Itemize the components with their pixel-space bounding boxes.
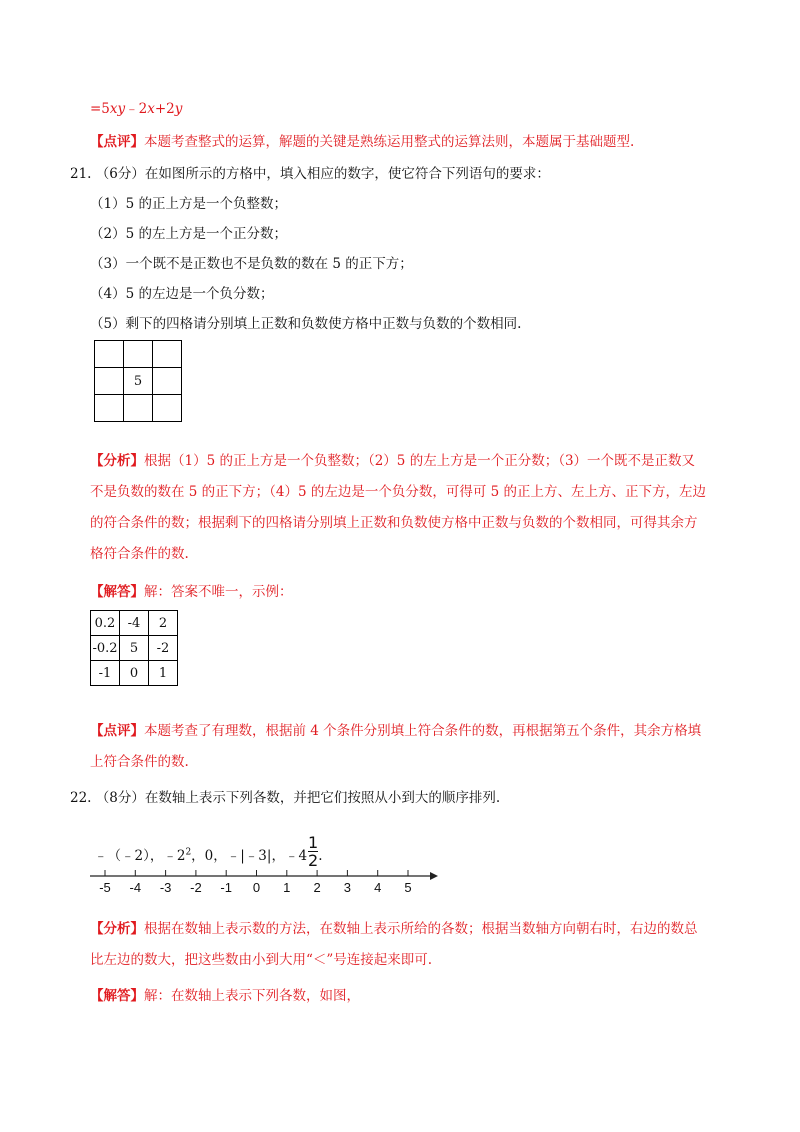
grid-cell — [124, 395, 153, 422]
q22-question-text: 在数轴上表示下列各数，并把它们按照从小到大的顺序排列. — [144, 790, 501, 806]
eq-y: y — [174, 101, 183, 117]
q21-question-text: 在如图所示的方格中，填入相应的数字，使它符合下列语句的要求： — [144, 166, 550, 182]
q22-analysis-line-1 — [90, 914, 740, 945]
q21-question — [70, 162, 550, 182]
axis-tick-label: -3 — [159, 880, 172, 895]
q21-empty-grid — [94, 340, 182, 422]
expr-exponent: 2 — [185, 847, 192, 858]
q21-condition-1: （1）5 的正上方是一个负整数； — [90, 196, 287, 212]
grid-cell — [124, 341, 153, 368]
prev-equation — [90, 97, 182, 117]
prev-comment-text: 本题考查整式的运算，解题的关键是熟练运用整式的运算法则，本题属于基础题型. — [144, 134, 635, 150]
axis-tick-label: 1 — [283, 880, 291, 895]
grid-cell — [95, 341, 124, 368]
prev-comment — [90, 130, 634, 150]
expr-b: ，0，﹣|﹣3|，﹣4 — [191, 848, 308, 864]
q21-answer-text: 解：答案不唯一，示例： — [144, 584, 293, 600]
answer-cell: -4 — [120, 611, 149, 636]
q21-comment-line-2: 上符合条件的数. — [90, 754, 189, 770]
q21-analysis — [90, 446, 740, 570]
q21-analysis-line-4: 格符合条件的数. — [90, 546, 189, 562]
number-line — [85, 862, 445, 896]
fraction-numerator: 1 — [308, 833, 319, 852]
prev-comment-tag: 【点评】 — [90, 134, 144, 150]
axis-tick-label: -4 — [129, 880, 142, 895]
q21-analysis-text-1: 根据（1）5 的正上方是一个负整数；（2）5 的左上方是一个正分数；（3）一个既不是正数又 — [144, 453, 696, 469]
axis-tick-label: 4 — [374, 880, 382, 895]
grid-cell — [95, 395, 124, 422]
q21-condition-5: （5）剩下的四格请分别填上正数和负数使方格中正数与负数的个数相同. — [90, 316, 522, 332]
answer-cell: -1 — [91, 661, 120, 686]
eq-x: x — [147, 101, 155, 117]
axis-arrow — [430, 872, 438, 880]
fraction-denominator: 2 — [308, 851, 319, 870]
q22-question — [70, 786, 500, 806]
expr-a: ﹣（﹣2），﹣2 — [94, 848, 186, 864]
q21-comment — [90, 716, 740, 778]
answer-cell: 0 — [120, 661, 149, 686]
axis-tick-label: -5 — [99, 880, 111, 895]
q22-analysis-line-2: 比左边的数大，把这些数由小到大用“＜”号连接起来即可. — [90, 952, 433, 968]
q21-analysis-line-1 — [90, 446, 740, 477]
q21-comment-line-1 — [90, 716, 740, 747]
q22-points: （8分） — [95, 790, 145, 806]
axis-tick-label: 0 — [252, 880, 261, 895]
axis-ticks — [105, 870, 408, 876]
q22-number: 22. — [70, 790, 92, 806]
q22-answer-tag: 【解答】 — [90, 988, 144, 1004]
q21-answer-grid — [90, 610, 178, 686]
grid-cell — [153, 341, 182, 368]
q22-analysis-tag: 【分析】 — [90, 921, 144, 937]
eq-prefix: =5 — [90, 101, 110, 117]
answer-cell: -2 — [149, 636, 178, 661]
q22-analysis-text-1: 根据在数轴上表示数的方法，在数轴上表示所给的各数；根据当数轴方向朝右时，右边的数总 — [144, 921, 698, 937]
axis-tick-label: 3 — [343, 880, 352, 895]
q21-analysis-line-2: 不是负数的数在 5 的正下方；（4）5 的左边是一个负分数，可得可 5 的正上方、左上方、正下方，左边 — [90, 484, 707, 500]
eq-xy: xy — [109, 101, 126, 117]
q22-answer — [90, 984, 360, 1004]
eq-plus: +2 — [154, 101, 175, 117]
axis-tick-label: -2 — [190, 880, 202, 895]
q21-analysis-line-3: 的符合条件的数；根据剩下的四格请分别填上正数和负数使方格中正数与负数的个数相同，可得其余方 — [90, 515, 698, 531]
q21-answer-tag: 【解答】 — [90, 584, 144, 600]
grid-cell — [153, 368, 182, 395]
answer-cell: 2 — [149, 611, 178, 636]
answer-cell: 0.2 — [91, 611, 120, 636]
q22-answer-text: 解：在数轴上表示下列各数，如图， — [144, 988, 360, 1004]
answer-cell: -0.2 — [91, 636, 120, 661]
q21-condition-2: （2）5 的左上方是一个正分数； — [90, 226, 287, 242]
expr-end: . — [318, 848, 323, 864]
q21-points: （6分） — [95, 166, 145, 182]
answer-cell: 1 — [149, 661, 178, 686]
grid-cell — [153, 395, 182, 422]
axis-tick-label: 2 — [313, 880, 321, 895]
q21-condition-3: （3）一个既不是正数也不是负数的数在 5 的正下方； — [90, 256, 413, 272]
answer-cell: 5 — [120, 636, 149, 661]
q21-analysis-tag: 【分析】 — [90, 453, 144, 469]
grid-cell-center: 5 — [124, 368, 153, 395]
grid-cell — [95, 368, 124, 395]
q21-comment-tag: 【点评】 — [90, 723, 144, 739]
axis-tick-label: 5 — [404, 880, 412, 895]
axis-labels — [99, 880, 411, 895]
axis-tick-label: -1 — [220, 880, 232, 895]
q21-number: 21. — [70, 166, 92, 182]
q21-condition-4: （4）5 的左边是一个负分数； — [90, 286, 274, 302]
q21-answer — [90, 580, 293, 600]
eq-mid: ﹣2 — [125, 101, 148, 117]
q22-analysis — [90, 914, 740, 976]
q21-comment-text-1: 本题考查了有理数，根据前 4 个条件分别填上符合条件的数，再根据第五个条件，其余方格填 — [144, 723, 702, 739]
